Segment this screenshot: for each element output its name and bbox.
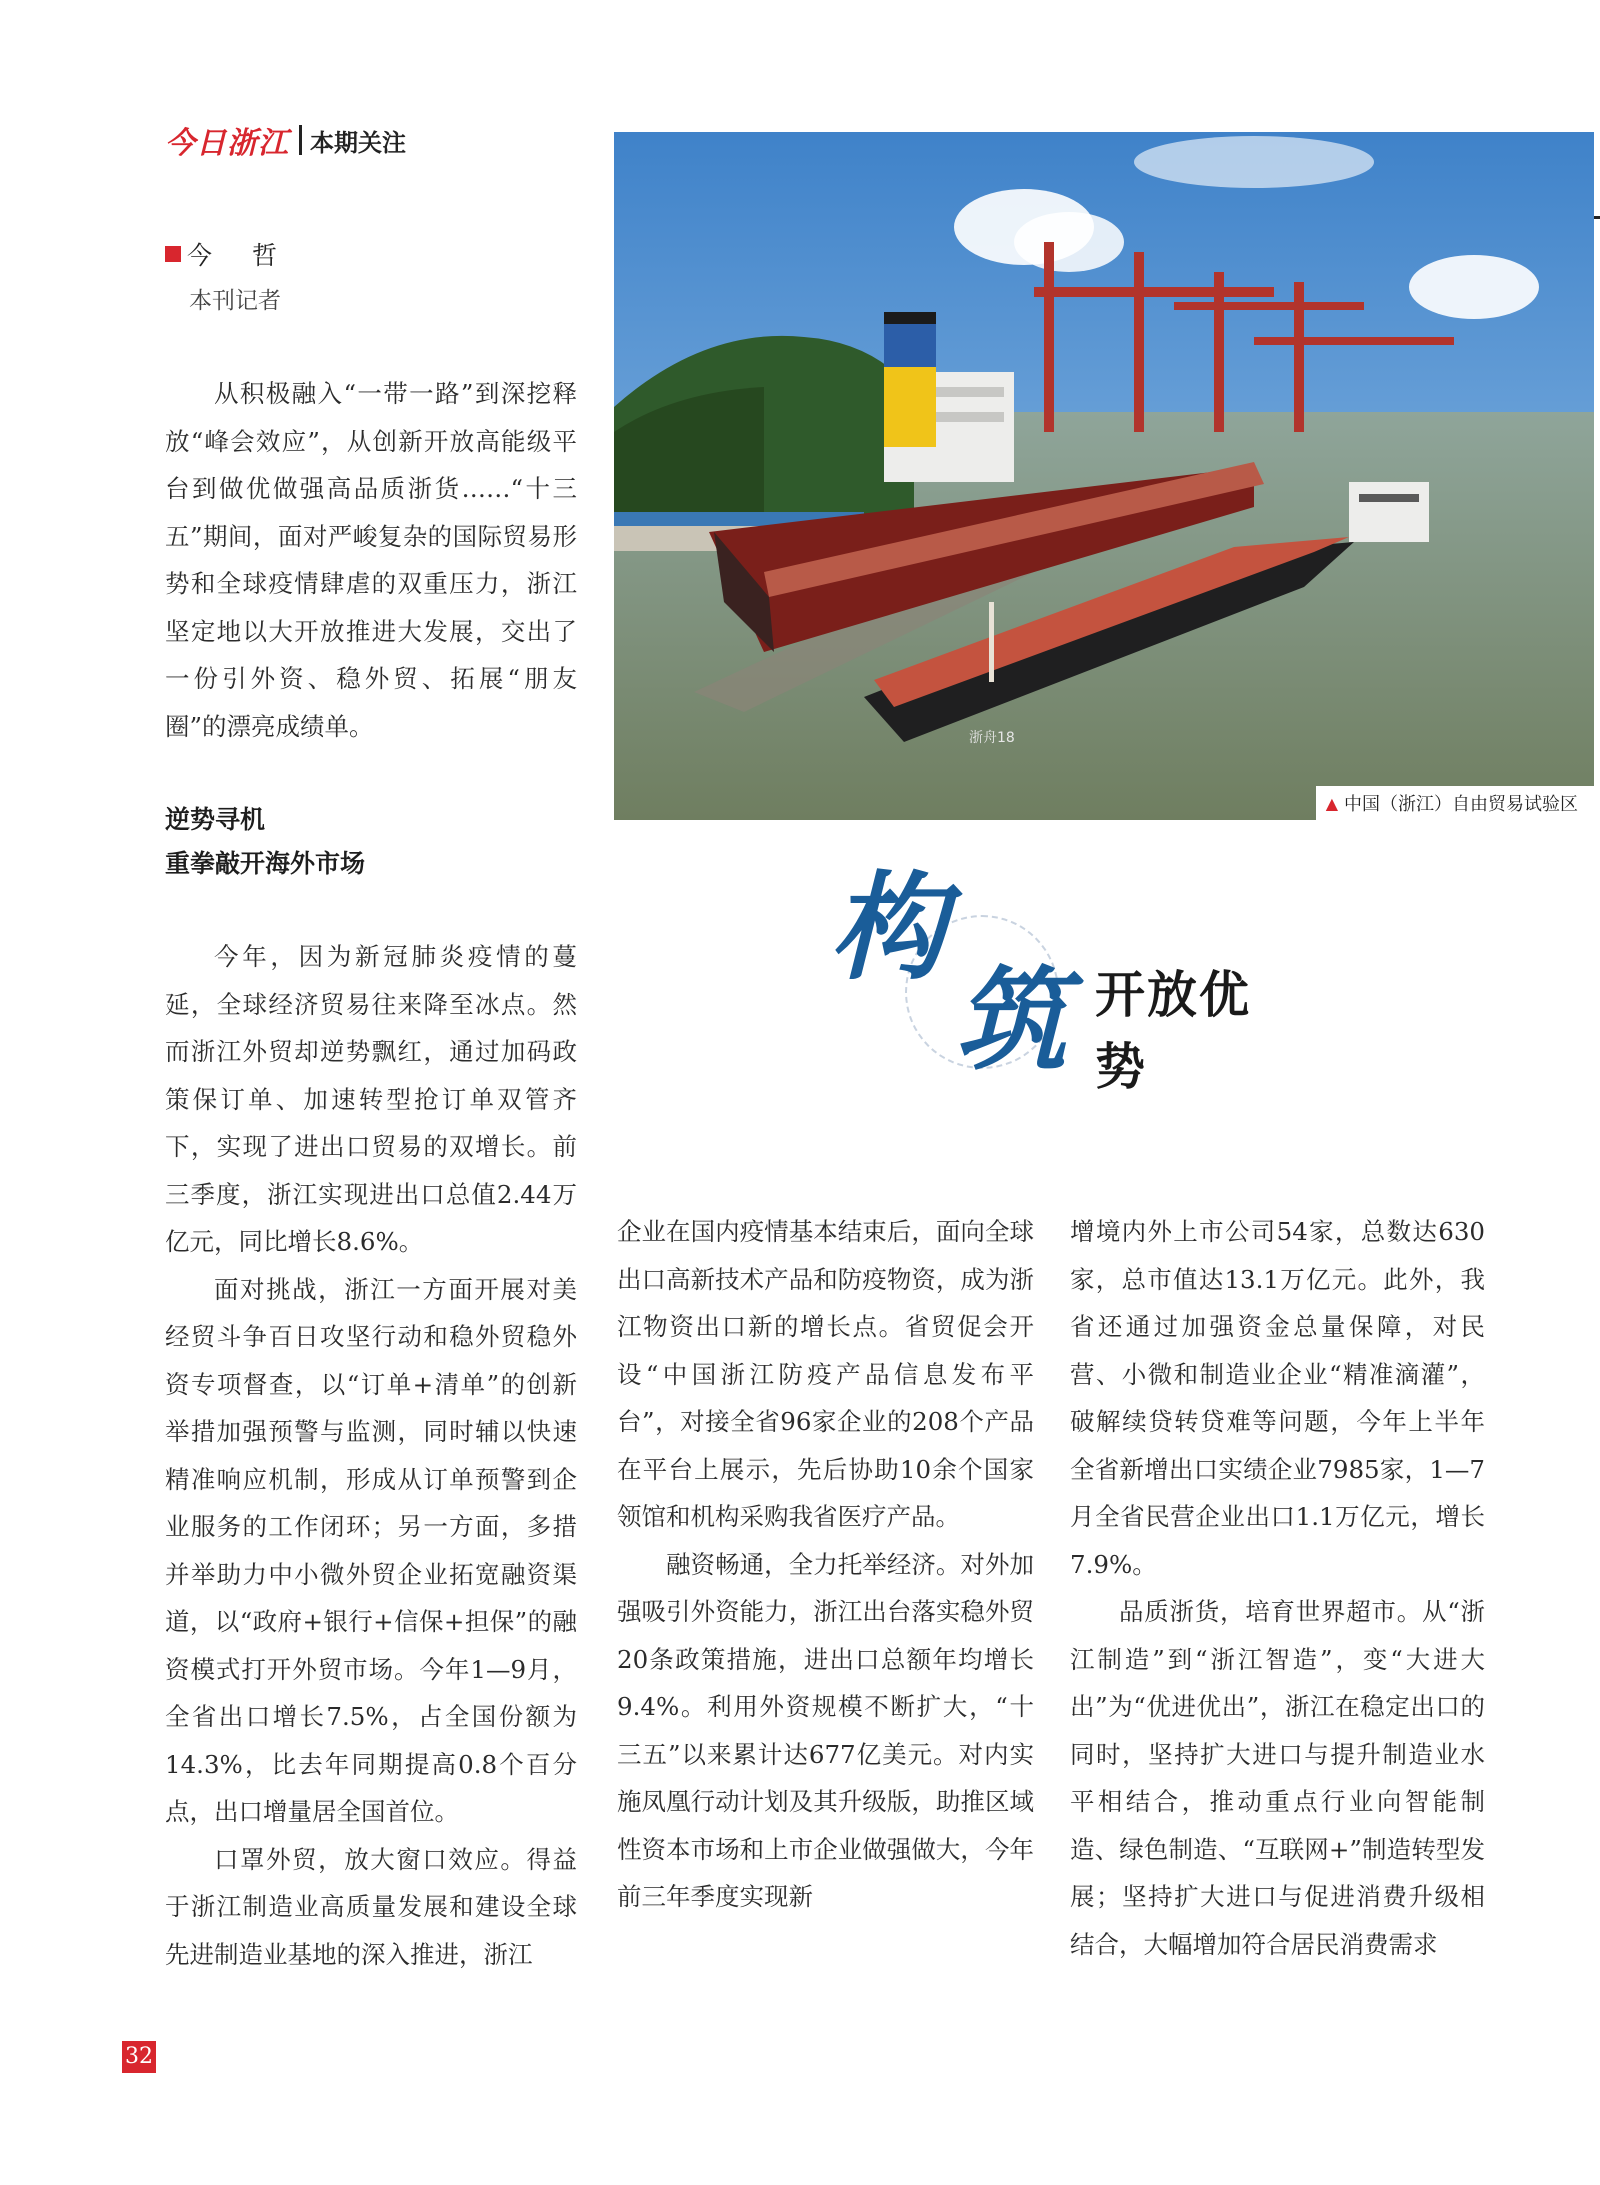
- port-photo-illustration: [614, 132, 1594, 820]
- section-label: 本期关注: [310, 128, 406, 157]
- paragraph: 增境内外上市公司54家，总数达630家，总市值达13.1万亿元。此外，我省还通过加强资金总量保障，对民营、小微和制造业企业“精准滴灌”，破解续贷转贷难等问题，今年上半年全省新增出口实绩企业7985家，1—7月全省民营企业出口1.1万亿元，增长7.9%。: [1070, 1217, 1485, 1579]
- author-role: 本刊记者: [189, 288, 281, 314]
- author-name: 今 哲: [187, 241, 293, 270]
- lead-paragraph: 从积极融入“一带一路”到深挖释放“峰会效应”，从创新开放高能级平台到做优做强高品质浙货……“十三五”期间，面对严峻复杂的国际贸易形势和全球疫情肆虐的双重压力，浙江坚定地以大开放推进大发展，交出了一份引外资、稳外贸、拓展“朋友圈”的漂亮成绩单。: [165, 379, 577, 741]
- header-divider: [299, 125, 302, 155]
- page-header: [165, 120, 406, 160]
- photo-caption: [1316, 786, 1594, 820]
- body-column-2: [617, 1208, 1034, 1923]
- body-column-3: [1070, 1208, 1485, 1959]
- paragraph: 口罩外贸，放大窗口效应。得益于浙江制造业高质量发展和建设全球先进制造业基地的深入推进，浙江: [165, 1844, 577, 1969]
- paragraph: 企业在国内疫情基本结束后，面向全球出口高新技术产品和防疫物资，成为浙江物资出口新的增长点。省贸促会开设“中国浙江防疫产品信息发布平台”，对接全省96家企业的208个产品在平台上展示，先后协助10余个国家领馆和机构采购我省医疗产品。: [617, 1217, 1034, 1531]
- byline: [165, 236, 293, 315]
- title-char-1: 构: [830, 860, 946, 996]
- triangle-icon: ▲: [1325, 793, 1338, 813]
- caption-text: 中国（浙江）自由贸易试验区: [1344, 794, 1578, 815]
- subheading-line-2: 重拳敲开海外市场: [165, 849, 366, 878]
- paragraph: 今年，因为新冠肺炎疫情的蔓延，全球经济贸易往来降至冰点。然而浙江外贸却逆势飘红，通过加码政策保订单、加速转型抢订单双管齐下，实现了进出口贸易的双增长。前三季度，浙江实现进出口总值2.44万亿元，同比增长8.6%。: [165, 942, 577, 1256]
- subheading: [165, 798, 365, 886]
- red-square-icon: [165, 246, 181, 262]
- paragraph: 面对挑战，浙江一方面开展对美经贸斗争百日攻坚行动和稳外贸稳外资专项督查，以“订单+清单”的创新举措加强预警与监测，同时辅以快速精准响应机制，形成从订单预警到企业服务的工作闭环；另一方面，多措并举助力中小微外贸企业拓宽融资渠道，以“政府+银行+信保+担保”的融资模式打开外贸市场。今年1—9月，全省出口增长7.5%，占全国份额为14.3%，比去年同期提高0.8个百分点，出口增量居全国首位。: [165, 1274, 577, 1826]
- page-number: 32: [122, 2041, 156, 2073]
- title-char-2: 筑: [955, 955, 1067, 1086]
- subheading-line-1: 逆势寻机: [165, 805, 266, 834]
- article-title: [830, 860, 1270, 1120]
- port-photo: [614, 132, 1594, 820]
- magazine-logo: 今日浙江: [165, 126, 289, 161]
- author-row: [165, 236, 293, 272]
- body-column-1: [165, 933, 577, 1969]
- title-text: 开放优势: [1095, 965, 1251, 1096]
- edge-mark: [1594, 216, 1600, 219]
- paragraph: 品质浙货，培育世界超市。从“浙江制造”到“浙江智造”，变“大进大出”为“优进优出”，浙江在稳定出口的同时，坚持扩大进口与提升制造业水平相结合，推动重点行业向智能制造、绿色制造、“互联网+”制造转型发展；坚持扩大进口与促进消费升级相结合，大幅增加符合居民消费需求: [1070, 1597, 1485, 1959]
- paragraph: 融资畅通，全力托举经济。对外加强吸引外资能力，浙江出台落实稳外贸20条政策措施，进出口总额年均增长9.4%。利用外资规模不断扩大，“十三五”以来累计达677亿美元。对内实施凤凰行动计划及其升级版，助推区域性资本市场和上市企业做强做大，今年前三年季度实现新: [617, 1549, 1034, 1911]
- ship-name: 浙舟18: [969, 730, 1015, 746]
